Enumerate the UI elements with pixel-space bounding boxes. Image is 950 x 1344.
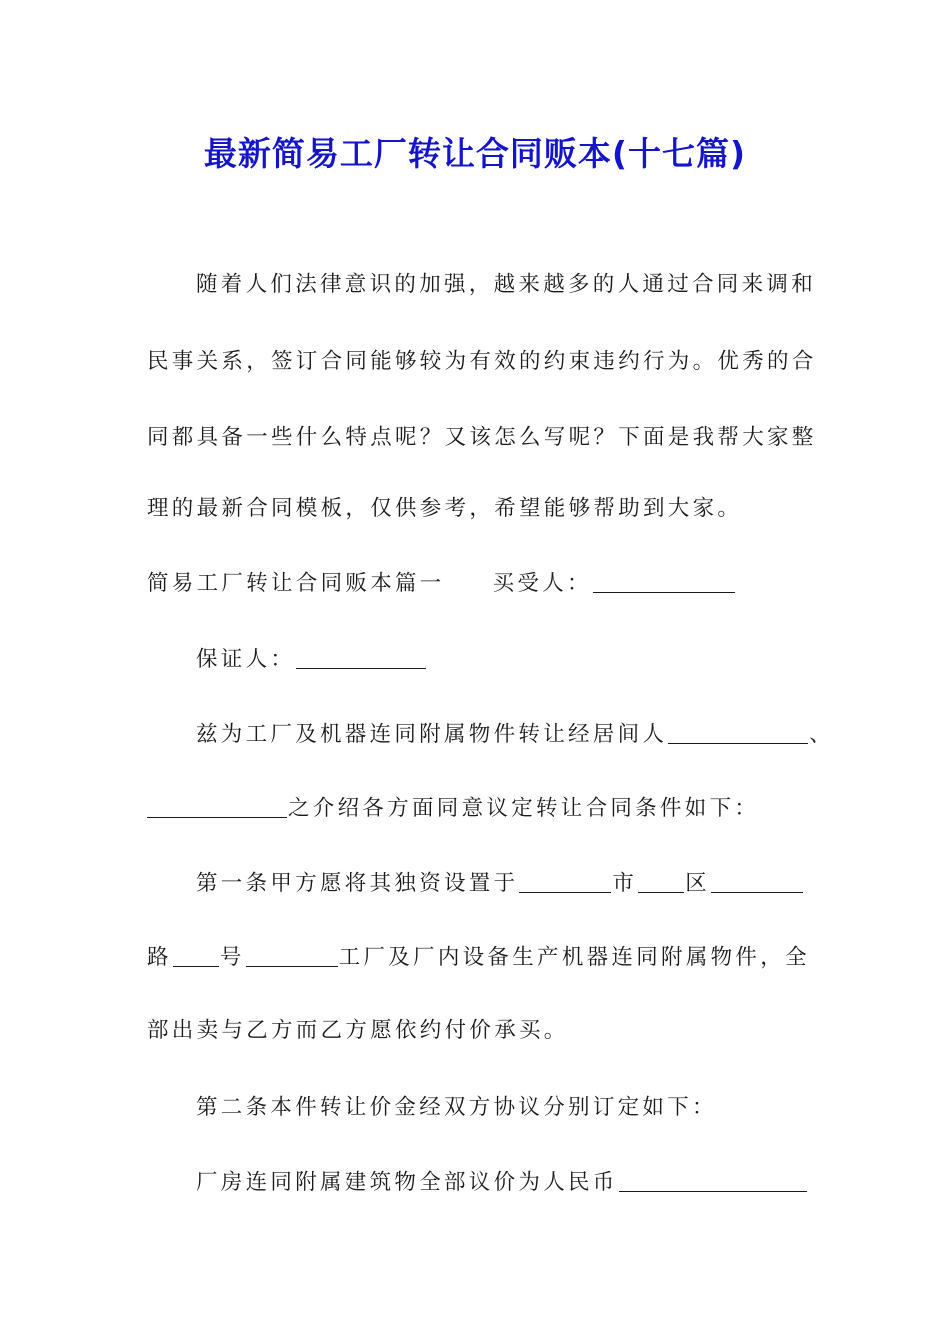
clause-intro-text-a: 兹为工厂及机器连同附属物件转让经居间人 bbox=[196, 722, 668, 747]
article1-road-label: 路 bbox=[147, 945, 172, 970]
clause-intro-text-b: 之介绍各方面同意议定转让合同条件如下： bbox=[288, 796, 760, 821]
section-heading-line bbox=[147, 569, 736, 599]
article2-item1-line bbox=[196, 1168, 808, 1198]
road-blank bbox=[711, 870, 803, 893]
clause-intro-line-1 bbox=[196, 720, 834, 750]
number-blank bbox=[173, 944, 219, 967]
factory-name-blank bbox=[246, 944, 338, 967]
broker-blank-1 bbox=[668, 721, 808, 744]
article2-line: 第二条本件转让价金经双方协议分别订定如下： bbox=[196, 1095, 717, 1120]
price-blank bbox=[619, 1169, 807, 1192]
article1-text-b: 工厂及厂内设备生产机器连同附属物件，全 bbox=[338, 945, 810, 970]
article2-item1-text: 厂房连同附属建筑物全部议价为人民币 bbox=[196, 1170, 618, 1195]
guarantor-label: 保证人： bbox=[196, 647, 296, 672]
section-heading: 简易工厂转让合同贩本篇一 bbox=[147, 571, 445, 596]
article1-line-1 bbox=[196, 869, 804, 899]
guarantor-line bbox=[196, 645, 427, 675]
clause-intro-separator: 、 bbox=[809, 722, 835, 747]
intro-line-4: 理的最新合同模板，仅供参考，希望能够帮助到大家。 bbox=[147, 496, 743, 521]
city-blank bbox=[519, 870, 611, 893]
article1-line-3: 部出卖与乙方而乙方愿依约付价承买。 bbox=[147, 1018, 569, 1043]
article1-city-label: 市 bbox=[612, 871, 638, 896]
district-blank bbox=[638, 870, 684, 893]
guarantor-blank bbox=[296, 646, 426, 669]
broker-blank-2 bbox=[147, 795, 287, 818]
clause-intro-line-2 bbox=[147, 794, 759, 824]
document-title: 最新简易工厂转让合同贩本(十七篇) bbox=[203, 134, 747, 173]
intro-line-1: 随着人们法律意识的加强，越来越多的人通过合同来调和 bbox=[196, 272, 817, 297]
buyer-blank bbox=[593, 570, 735, 593]
article1-line-2 bbox=[147, 943, 810, 973]
article1-district-label: 区 bbox=[685, 871, 711, 896]
intro-line-2: 民事关系，签订合同能够较为有效的约束违约行为。优秀的合 bbox=[147, 349, 817, 374]
buyer-label: 买受人： bbox=[492, 571, 592, 596]
article1-text-a: 第一条甲方愿将其独资设置于 bbox=[196, 871, 519, 896]
article1-number-label: 号 bbox=[219, 945, 245, 970]
intro-line-3: 同都具备一些什么特点呢？又该怎么写呢？下面是我帮大家整 bbox=[147, 425, 817, 450]
